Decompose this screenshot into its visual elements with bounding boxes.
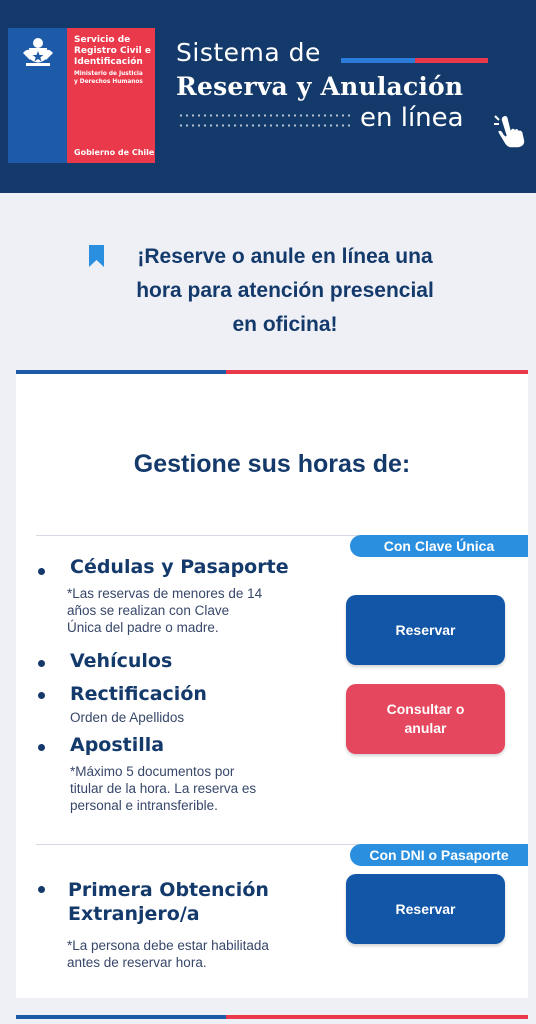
reservar-extranjero-button[interactable]: Reservar — [346, 874, 505, 944]
item-vehiculos: Vehículos — [70, 650, 173, 672]
title-line: Primera Obtención — [68, 879, 269, 901]
dotted-decoration — [178, 114, 350, 117]
item-rectificacion: Rectificación — [70, 683, 207, 705]
list-bullet — [38, 744, 45, 751]
pointing-hand-icon — [493, 112, 529, 150]
note-line: Única del padre o madre. — [67, 620, 219, 635]
card-accent-red — [226, 370, 528, 374]
logo-line: y Derechos Humanos — [74, 78, 143, 85]
dotted-decoration — [178, 124, 350, 127]
list-bullet — [38, 692, 45, 699]
dni-pasaporte-tag: Con DNI o Pasaporte — [350, 844, 528, 866]
logo-government: Gobierno de Chile — [74, 148, 155, 157]
logo-service-name — [74, 35, 151, 68]
logo-line: Registro Civil e — [74, 46, 151, 56]
intro-line: en oficina! — [232, 313, 338, 336]
logo-line: Ministerio de Justicia — [74, 71, 143, 77]
logo-line: Servicio de — [74, 35, 131, 45]
title-line: Extranjero/a — [68, 903, 200, 925]
system-title-line3: en línea — [360, 103, 464, 133]
item-apostilla-note — [70, 763, 256, 814]
site-header — [0, 0, 536, 193]
list-bullet — [38, 568, 45, 575]
note-line: personal e intransferible. — [70, 798, 218, 813]
intro-line: ¡Reserve o anule en línea una — [137, 245, 433, 268]
title-accent-blue — [341, 58, 415, 63]
manage-appointments-card — [16, 370, 528, 998]
note-line: *Las reservas de menores de 14 — [67, 586, 263, 601]
logo-line: Identificación — [74, 57, 143, 67]
registro-civil-logo[interactable] — [8, 28, 155, 163]
note-line: Orden de Apellidos — [70, 710, 185, 725]
item-cedulas-note — [67, 585, 262, 636]
item-primera-obtencion-note — [67, 937, 269, 971]
bookmark-icon — [89, 245, 104, 267]
button-label — [387, 700, 465, 738]
card-title: Gestione sus horas de: — [133, 450, 411, 478]
note-line: años se realizan con Clave — [67, 603, 230, 618]
button-label-line: anular — [404, 720, 447, 736]
list-bullet — [38, 660, 45, 667]
note-line: *La persona debe estar habilitada — [67, 938, 269, 953]
item-cedulas-pasaporte: Cédulas y Pasaporte — [70, 556, 289, 578]
logo-ministry — [74, 71, 143, 86]
logo-blue-panel — [8, 28, 67, 163]
system-title-line2: Reserva y Anulación — [176, 72, 464, 101]
chile-coat-of-arms-icon — [20, 34, 56, 70]
footer-accent-blue — [16, 1015, 226, 1019]
reservar-button[interactable]: Reservar — [346, 595, 505, 665]
note-line: *Máximo 5 documentos por — [70, 764, 235, 779]
system-title-line1: Sistema de — [176, 38, 321, 67]
title-accent-red — [415, 58, 488, 63]
logo-red-panel — [67, 28, 155, 163]
clave-unica-tag: Con Clave Única — [350, 535, 528, 557]
card-accent-blue — [16, 370, 226, 374]
footer-accent-red — [226, 1015, 528, 1019]
item-apostilla: Apostilla — [70, 734, 165, 756]
item-rectificacion-note — [70, 709, 184, 726]
note-line: antes de reservar hora. — [67, 955, 207, 970]
item-primera-obtencion — [68, 878, 269, 926]
note-line: titular de la hora. La reserva es — [70, 781, 257, 796]
button-label-line: Consultar o — [386, 701, 465, 717]
intro-message — [110, 240, 460, 342]
intro-line: hora para atención presencial — [136, 279, 434, 302]
list-bullet — [38, 886, 45, 893]
consultar-anular-button[interactable] — [346, 684, 505, 754]
